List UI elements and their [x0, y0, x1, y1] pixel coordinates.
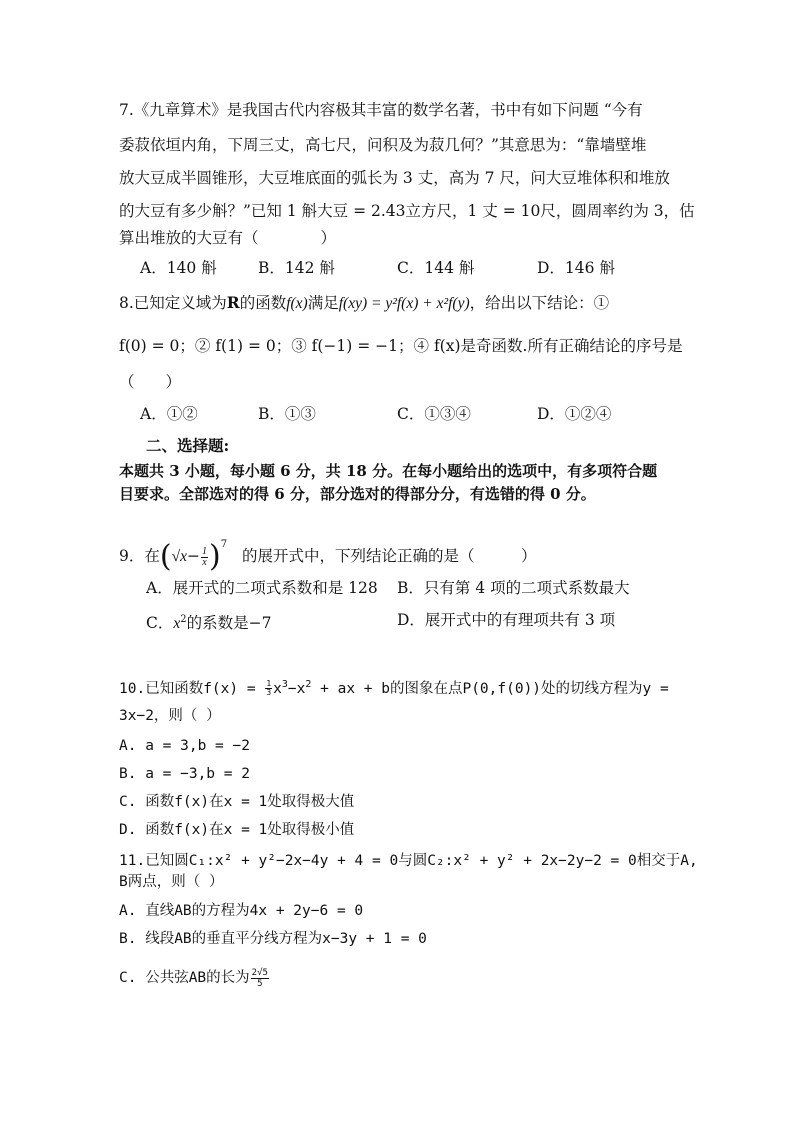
q7-option-c: C．144 斛	[397, 259, 475, 277]
q9-option-b: B．只有第 4 项的二项式系数最大	[397, 579, 630, 597]
q9-power: 7	[220, 539, 228, 550]
q10-post: + ax + b的图象在点P(0,f(0))处的切线方程为y =	[311, 680, 669, 697]
q10-pre: 10.已知函数f(x) =	[119, 680, 265, 697]
q7-option-d: D．146 斛	[537, 259, 615, 277]
q8-mid3: ，给出以下结论：①	[469, 294, 610, 312]
q10-exp3: 3	[281, 679, 288, 690]
q10-line1	[119, 675, 669, 699]
q11-fraction	[251, 968, 269, 989]
q9-suffix: 的展开式中，下列结论正确的是（ ）	[242, 547, 537, 565]
q8-line2: f(0) = 0；② f(1) = 0；③ f(−1) = −1；④ f(x)是奇函数.所有正确结论的序号是	[119, 337, 683, 355]
q10-frac-num: 1	[266, 679, 272, 689]
q9-option-d: D．展开式中的有理项共有 3 项	[397, 611, 616, 629]
q7-option-b: B．142 斛	[258, 259, 335, 277]
q7-option-a: A．140 斛	[140, 259, 217, 277]
q10-option-d: D. 函数f(x)在x = 1处取得极小值	[119, 822, 355, 838]
q11-line1: 11.已知圆C₁:x² + y²−2x−4y + 4 = 0与圆C₂:x² + y² + 2x−2y−2 = 0相交于A,	[119, 853, 698, 869]
q11-optc-prefix: C. 公共弦AB的长为	[119, 970, 250, 986]
q10-x3: x	[273, 680, 282, 697]
q11-option-c	[119, 966, 270, 990]
q9-frac-num: 1	[201, 545, 207, 557]
q8-line3: （ ）	[119, 373, 182, 391]
q9-option-a: A．展开式的二项式系数和是 128	[146, 579, 378, 597]
q9-sqrt-x: √x	[171, 548, 187, 565]
q8-option-d: D．①②④	[537, 405, 612, 423]
q7-line1: 7.《九章算术》是我国古代内容极其丰富的数学名著，书中有如下问题 “今有	[119, 101, 643, 119]
q8-option-a: A．①②	[140, 405, 198, 423]
q8-option-b: B．①③	[258, 405, 316, 423]
q7-line5: 算出堆放的大豆有（ ）	[119, 229, 337, 247]
q7-line3: 放大豆成半圆锥形，大豆堆底面的弧长为 3 丈，高为 7 尺，问大豆堆体积和堆放	[119, 169, 670, 187]
q9-optc-prefix: C．	[146, 614, 174, 633]
q9-frac-den: x	[202, 556, 207, 568]
q11-frac-den: 5	[257, 978, 263, 989]
q8-prefix: 8.已知定义域为	[119, 294, 227, 312]
section2-desc1: 本题共 3 小题，每小题 6 分，共 18 分。在每小题给出的选项中，有多项符合题	[119, 462, 658, 480]
q8-domain-r: R	[226, 293, 240, 312]
section2-title: 二、选择题:	[146, 436, 230, 455]
q9-right-paren: )	[208, 539, 221, 574]
q10-mid: −x	[287, 680, 306, 697]
q7-line4: 的大豆有多少斛？”已知 1 斛大豆 = 2.43立方尺，1 丈 = 10尺，圆周率约为 3，估	[119, 202, 695, 220]
q11-option-b: B. 线段AB的垂直平分线方程为x−3y + 1 = 0	[119, 931, 427, 947]
q8-fx: f(x)	[286, 295, 308, 312]
q7-line2: 委菽依垣内角，下周三丈，高七尺，问积及为菽几何？”其意思为：“靠墙壁堆	[119, 136, 647, 154]
q8-option-c: C．①③④	[397, 405, 471, 423]
q9-option-c	[146, 610, 272, 634]
q11-option-a: A. 直线AB的方程为4x + 2y−6 = 0	[119, 903, 364, 919]
q9-optc-x: x	[173, 615, 181, 633]
q10-option-b: B. a = −3,b = 2	[119, 766, 250, 782]
q10-option-a: A. a = 3,b = −2	[119, 738, 250, 754]
q9-line1	[119, 530, 537, 572]
q9-prefix: 9．在	[119, 547, 160, 565]
q11-frac-num: 2√5	[251, 967, 268, 978]
q8-mid1: 的函数	[239, 294, 287, 312]
q8-mid2: 满足	[307, 294, 339, 312]
q9-fraction	[201, 547, 208, 568]
q8-line1	[119, 293, 609, 314]
q9-optc-post: 的系数是−7	[186, 614, 272, 633]
q9-optc-exp: 2	[180, 614, 187, 625]
q8-equation: f(xy) = y²f(x) + x²f(y)	[338, 295, 470, 312]
q10-exp2: 2	[305, 679, 312, 690]
q10-frac-den: 3	[266, 688, 272, 698]
q9-left-paren: (	[159, 539, 172, 574]
q10-line2: 3x−2，则（ ）	[119, 708, 221, 724]
q11-line2: B两点，则（ ）	[119, 874, 224, 890]
q10-fraction	[265, 680, 272, 697]
q10-option-c: C. 函数f(x)在x = 1处取得极大值	[119, 794, 355, 810]
section2-desc2: 目要求。全部选对的得 6 分，部分选对的得部分分，有选错的得 0 分。	[119, 485, 596, 503]
q9-minus: −	[186, 547, 200, 565]
